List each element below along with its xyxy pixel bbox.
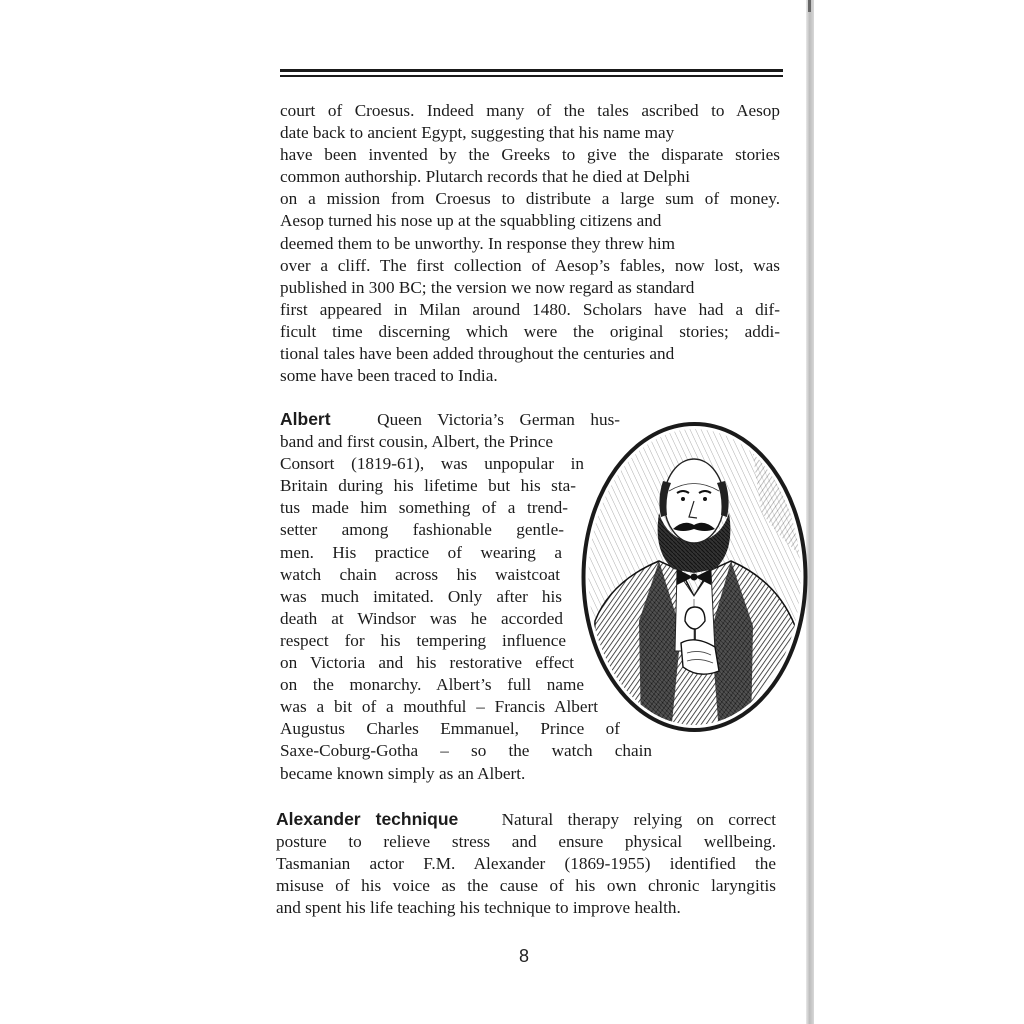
- text-line: band and first cousin, Albert, the Prince: [280, 432, 554, 452]
- text-line: and spent his life teaching his technique to improve health.: [276, 898, 681, 918]
- alexander-technique-entry: [276, 808, 776, 919]
- text-line: date back to ancient Egypt, suggesting that his name may: [280, 123, 675, 143]
- text-line: Consort (1819-61), was unpopular in: [280, 454, 584, 474]
- text-line: Aesop turned his nose up at the squabbling citizens and: [280, 211, 662, 231]
- text-line: became known simply as an Albert.: [280, 763, 526, 783]
- text-line: [280, 408, 620, 431]
- text-line: on Victoria and his restorative effect: [280, 653, 574, 673]
- text-line: death at Windsor was he accorded: [280, 608, 563, 628]
- text-line: on the monarchy. Albert’s full name: [280, 675, 584, 695]
- albert-portrait-illustration: [581, 421, 808, 733]
- text-line: court of Croesus. Indeed many of the tales ascribed to Aesop: [280, 101, 780, 120]
- text-line: on a mission from Croesus to distribute a large sum of money.: [280, 189, 780, 209]
- text-line: published in 300 BC; the version we now regard as standard: [280, 277, 695, 297]
- text-line: deemed them to be unworthy. In response they threw him: [280, 233, 676, 253]
- text-line: Britain during his lifetime but his sta-: [280, 476, 576, 496]
- header-rule: [280, 69, 783, 78]
- text-line: common authorship. Plutarch records that he died at Delphi: [280, 167, 691, 187]
- text-line: misuse of his voice as the cause of his own chronic laryngitis: [276, 876, 776, 896]
- page-edge-mark: [808, 0, 811, 12]
- text-line: Augustus Charles Emmanuel, Prince of: [280, 719, 620, 739]
- text-line: tus made him something of a trend-: [280, 498, 568, 518]
- text-line: men. His practice of wearing a: [280, 542, 562, 562]
- text-line: Tasmanian actor F.M. Alexander (1869-1955) identified the: [276, 854, 776, 874]
- text-line: tional tales have been added throughout the centuries and: [280, 344, 675, 364]
- text-line: first appeared in Milan around 1480. Scholars have had a dif-: [280, 299, 780, 319]
- text-line-body: Natural therapy relying on correct: [501, 810, 776, 829]
- text-line: setter among fashionable gentle-: [280, 520, 564, 540]
- text-line: watch chain across his waistcoat: [280, 564, 560, 584]
- text-line: some have been traced to India.: [280, 366, 498, 386]
- text-line: was a bit of a mouthful – Francis Albert: [280, 697, 598, 717]
- text-line: over a cliff. The first collection of Aesop’s fables, now lost, was: [280, 255, 780, 275]
- text-line: posture to relieve stress and ensure physical wellbeing.: [276, 832, 776, 852]
- entry-term: Alexander technique: [276, 809, 459, 829]
- text-line: was much imitated. Only after his: [280, 586, 562, 606]
- text-line: have been invented by the Greeks to give the disparate stories: [280, 145, 780, 165]
- text-line: [276, 808, 776, 831]
- text-line: ficult time discerning which were the original stories; addi-: [280, 321, 780, 341]
- page-number: 8: [518, 946, 529, 966]
- aesop-paragraph-continued: [280, 100, 780, 387]
- text-line: respect for his tempering influence: [280, 630, 566, 650]
- text-line-body: Queen Victoria’s German hus-: [377, 410, 620, 429]
- text-line: Saxe-Coburg-Gotha – so the watch chain: [280, 741, 652, 761]
- entry-term: Albert: [280, 409, 331, 429]
